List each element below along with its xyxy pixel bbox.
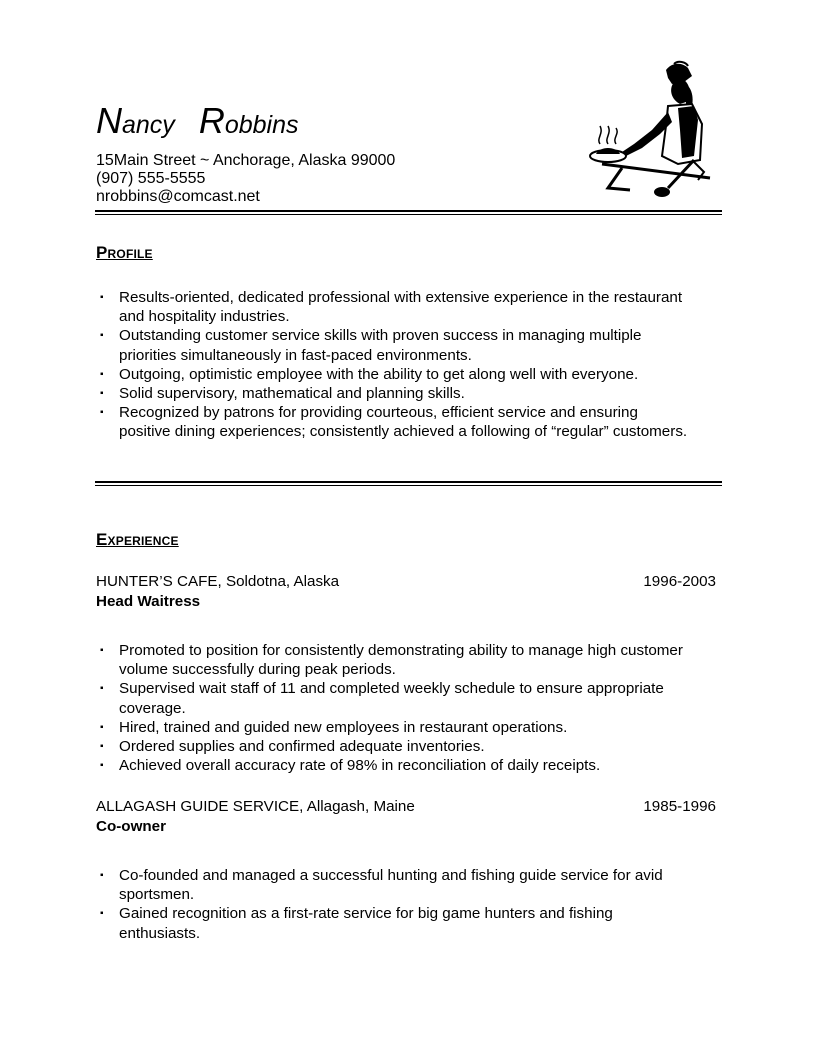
employer: ALLAGASH GUIDE SERVICE, Allagash, Maine [96, 798, 415, 815]
list-item: ▪ Supervised wait staff of 11 and completed weekly schedule to ensure appropriate coverage. [100, 680, 664, 717]
list-item: ▪ Promoted to position for consistently demonstrating ability to manage high customer volume successfully during peak periods. [100, 642, 683, 679]
list-item: ▪ Achieved overall accuracy rate of 98% in reconciliation of daily receipts. [100, 757, 601, 775]
job-title: Head Waitress [96, 593, 201, 610]
phone: (907) 555-5555 [96, 170, 206, 187]
bullet-icon: ▪ [100, 645, 104, 656]
list-item: ▪ Gained recognition as a first-rate service for big game hunters and fishing enthusiasts. [100, 905, 613, 942]
bullet-icon: ▪ [100, 292, 104, 303]
bullet-icon: ▪ [100, 407, 104, 419]
job-title: Co-owner [96, 818, 167, 835]
job-entry [96, 573, 716, 610]
job-dates: 1996-2003 [643, 573, 716, 590]
list-item: ▪ Outstanding customer service skills with proven success in managing multiple priorities simultaneously in fast-paced environments. [100, 327, 642, 364]
experience-heading: EXPERIENCE [96, 530, 179, 549]
header-divider [95, 210, 722, 215]
profile-list [96, 288, 726, 442]
job-dates: 1985-1996 [643, 798, 716, 815]
list-item: ▪ Outgoing, optimistic employee with the ability to get along well with everyone. [100, 365, 639, 383]
contact-block [96, 152, 395, 206]
list-item: ▪ Results-oriented, dedicated professional with extensive experience in the restaurant and hospitality industries. [100, 289, 683, 326]
bullet-icon: ▪ [100, 760, 104, 772]
bullet-icon: ▪ [100, 721, 104, 733]
list-item: ▪ Recognized by patrons for providing courteous, efficient service and ensuring positive dining experiences; consistently achieved a following of “regular” customers. [100, 404, 688, 441]
bullet-icon: ▪ [100, 368, 104, 380]
list-item: ▪ Hired, trained and guided new employees in restaurant operations. [100, 718, 568, 736]
employer: HUNTER’S CAFE, Soldotna, Alaska [96, 573, 340, 590]
chef-serving-food-icon [582, 60, 714, 205]
bullet-icon: ▪ [100, 908, 104, 920]
bullet-icon: ▪ [100, 683, 104, 695]
address: 15Main Street ~ Anchorage, Alaska 99000 [96, 152, 396, 169]
list-item: ▪ Ordered supplies and confirmed adequate inventories. [100, 738, 485, 756]
job-duties-list [96, 641, 726, 775]
bullet-icon: ▪ [100, 330, 104, 342]
list-item: ▪ Co-founded and managed a successful hunting and fishing guide service for avid sportsmen. [100, 867, 663, 904]
bullet-icon: ▪ [100, 388, 104, 400]
email: nrobbins@comcast.net [96, 188, 260, 205]
section-divider [95, 481, 722, 486]
bullet-icon: ▪ [100, 870, 104, 881]
job-duties-list [96, 866, 726, 943]
profile-heading: PROFILE [96, 243, 153, 262]
bullet-icon: ▪ [100, 741, 104, 753]
candidate-name: Nancy Robbins [96, 100, 299, 141]
list-item: ▪ Solid supervisory, mathematical and planning skills. [100, 385, 465, 403]
job-entry [96, 798, 716, 835]
